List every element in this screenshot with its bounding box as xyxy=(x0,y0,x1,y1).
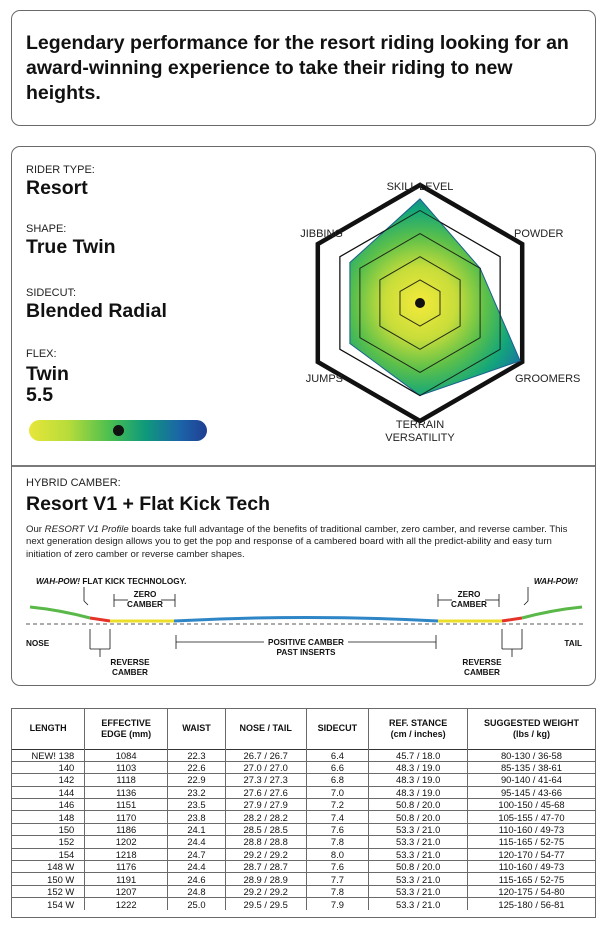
table-cell: 24.8 xyxy=(168,885,226,897)
table-cell: 53.3 / 21.0 xyxy=(369,848,468,860)
table-cell: 140 xyxy=(12,761,85,773)
table-cell: 6.8 xyxy=(306,774,369,786)
table-cell: 152 xyxy=(12,836,85,848)
axis-label-versatility: VERSATILITY xyxy=(385,432,455,444)
camber-desc-prefix: Our xyxy=(26,524,45,535)
flex-label: FLEX: xyxy=(26,348,57,360)
table-cell: 1191 xyxy=(85,873,168,885)
svg-text:CAMBER: CAMBER xyxy=(127,600,163,609)
table-cell: 150 xyxy=(12,823,85,835)
table-cell: 100-150 / 45-68 xyxy=(467,799,595,811)
table-row xyxy=(12,786,595,798)
table-cell: 53.3 / 21.0 xyxy=(369,898,468,910)
rider-type-label: RIDER TYPE: xyxy=(26,164,95,176)
positive-camber-bracket xyxy=(176,635,436,657)
table-cell: 90-140 / 41-64 xyxy=(467,774,595,786)
table-body xyxy=(12,749,595,910)
table-cell: 29.2 / 29.2 xyxy=(225,885,306,897)
table-cell: 53.3 / 21.0 xyxy=(369,873,468,885)
table-cell: 146 xyxy=(12,799,85,811)
table-cell: 110-160 / 49-73 xyxy=(467,823,595,835)
table-cell: 7.7 xyxy=(306,873,369,885)
table-row xyxy=(12,836,595,848)
table-cell: 25.0 xyxy=(168,898,226,910)
table-cell: 110-160 / 49-73 xyxy=(467,861,595,873)
table-cell: 80-130 / 36-58 xyxy=(467,749,595,761)
table-cell: 28.5 / 28.5 xyxy=(225,823,306,835)
shape-value: True Twin xyxy=(26,236,116,258)
table-cell: 1136 xyxy=(85,786,168,798)
table-cell: 1222 xyxy=(85,898,168,910)
table-row xyxy=(12,848,595,860)
table-cell: 7.0 xyxy=(306,786,369,798)
svg-text:POSITIVE CAMBER: POSITIVE CAMBER xyxy=(268,638,344,647)
section-divider xyxy=(12,465,595,467)
table-cell: 24.4 xyxy=(168,836,226,848)
table-cell: 1202 xyxy=(85,836,168,848)
table-cell: 53.3 / 21.0 xyxy=(369,885,468,897)
sidecut-label: SIDECUT: xyxy=(26,287,77,299)
wahpow-right-label: WAH-POW! xyxy=(533,577,578,586)
zero-camber-left xyxy=(114,590,175,609)
table-cell: 22.9 xyxy=(168,774,226,786)
table-header-cell: SUGGESTED WEIGHT (lbs / kg) xyxy=(467,709,595,749)
svg-text:REVERSE: REVERSE xyxy=(462,658,502,667)
table-cell: 28.7 / 28.7 xyxy=(225,861,306,873)
table-row xyxy=(12,823,595,835)
table-cell: 48.3 / 19.0 xyxy=(369,761,468,773)
table-header-cell: LENGTH xyxy=(29,723,67,734)
radar-center-dot xyxy=(415,298,425,308)
tail-label: TAIL xyxy=(564,639,582,648)
table-row xyxy=(12,885,595,897)
table-row xyxy=(12,861,595,873)
table-cell: 29.2 / 29.2 xyxy=(225,848,306,860)
riding-radar-chart xyxy=(262,167,592,457)
table-cell: 27.9 / 27.9 xyxy=(225,799,306,811)
sidecut-value: Blended Radial xyxy=(26,300,167,322)
size-table xyxy=(12,709,595,910)
table-cell: 1103 xyxy=(85,761,168,773)
table-cell: 150 W xyxy=(12,873,85,885)
table-cell: 8.0 xyxy=(306,848,369,860)
table-cell: 24.4 xyxy=(168,861,226,873)
table-cell: 22.6 xyxy=(168,761,226,773)
table-cell: 24.7 xyxy=(168,848,226,860)
table-row xyxy=(12,799,595,811)
camber-desc-rest: boards take full advantage of the benefits of traditional camber, zero camber, and reverse camber. This next generation design allows you to get the pop and response of a cambered board with all the predict-ability and easy turn initiation of zero camber or reverse camber shapes. xyxy=(26,524,568,560)
table-cell: 1176 xyxy=(85,861,168,873)
table-cell: 7.6 xyxy=(306,861,369,873)
table-cell: 50.8 / 20.0 xyxy=(369,811,468,823)
table-cell: 120-170 / 54-77 xyxy=(467,848,595,860)
table-row xyxy=(12,873,595,885)
table-cell: 26.7 / 26.7 xyxy=(225,749,306,761)
table-cell: 27.0 / 27.0 xyxy=(225,761,306,773)
table-row xyxy=(12,811,595,823)
table-cell: 50.8 / 20.0 xyxy=(369,799,468,811)
svg-text:ZERO: ZERO xyxy=(133,590,157,599)
table-header-cell: REF. STANCE (cm / inches) xyxy=(369,709,468,749)
table-cell: 7.8 xyxy=(306,885,369,897)
flex-scale-bar xyxy=(29,420,207,441)
table-cell: 7.6 xyxy=(306,823,369,835)
table-cell: 95-145 / 43-66 xyxy=(467,786,595,798)
headline-card xyxy=(11,10,596,126)
table-cell: 27.3 / 27.3 xyxy=(225,774,306,786)
table-cell: 23.2 xyxy=(168,786,226,798)
table-header-cell: NOSE / TAIL xyxy=(225,709,306,749)
table-cell: 152 W xyxy=(12,885,85,897)
svg-text:PAST INSERTS: PAST INSERTS xyxy=(276,648,336,657)
svg-text:CAMBER: CAMBER xyxy=(112,668,148,677)
nose-label: NOSE xyxy=(26,639,50,648)
table-cell: 27.6 / 27.6 xyxy=(225,786,306,798)
axis-label-skill-level: SKILL LEVEL xyxy=(386,181,454,193)
svg-text:ZERO: ZERO xyxy=(457,590,481,599)
table-cell: 24.6 xyxy=(168,873,226,885)
table-cell: 29.5 / 29.5 xyxy=(225,898,306,910)
table-header-cell: EFFECTIVE EDGE (mm) xyxy=(85,709,168,749)
camber-description xyxy=(26,524,586,561)
table-cell: 28.9 / 28.9 xyxy=(225,873,306,885)
table-cell: 142 xyxy=(12,774,85,786)
table-cell: 6.4 xyxy=(306,749,369,761)
table-cell: 125-180 / 56-81 xyxy=(467,898,595,910)
table-row xyxy=(12,749,595,761)
table-cell: 144 xyxy=(12,786,85,798)
table-header-cell: WAIST xyxy=(168,709,226,749)
zero-camber-right xyxy=(438,590,499,609)
table-cell: 154 W xyxy=(12,898,85,910)
table-cell: 148 W xyxy=(12,861,85,873)
reverse-camber-right xyxy=(462,629,522,677)
table-cell: 53.3 / 21.0 xyxy=(369,836,468,848)
table-cell: 6.6 xyxy=(306,761,369,773)
axis-label-groomers: GROOMERS xyxy=(515,373,581,385)
table-cell: 105-155 / 47-70 xyxy=(467,811,595,823)
reverse-camber-left xyxy=(90,629,150,677)
table-cell: 23.8 xyxy=(168,811,226,823)
table-header-row xyxy=(12,709,595,749)
table-cell: 7.2 xyxy=(306,799,369,811)
table-cell: 23.5 xyxy=(168,799,226,811)
flex-value-line2: 5.5 xyxy=(26,384,54,406)
table-cell: 115-165 / 52-75 xyxy=(467,836,595,848)
camber-profile-diagram xyxy=(12,567,597,679)
table-cell: 28.8 / 28.8 xyxy=(225,836,306,848)
table-cell: 50.8 / 20.0 xyxy=(369,861,468,873)
headline: Legendary performance for the resort riding looking for an award-winning experience to take their riding to new heights. xyxy=(26,32,569,104)
camber-name: Resort V1 + Flat Kick Tech xyxy=(26,493,271,515)
table-cell: 148 xyxy=(12,811,85,823)
table-header-cell: SIDECUT xyxy=(306,709,369,749)
camber-label: HYBRID CAMBER: xyxy=(26,477,121,489)
svg-text:REVERSE: REVERSE xyxy=(110,658,150,667)
specs-card xyxy=(11,146,596,686)
table-cell: 7.9 xyxy=(306,898,369,910)
table-cell: 1186 xyxy=(85,823,168,835)
svg-text:CAMBER: CAMBER xyxy=(464,668,500,677)
table-cell: 7.4 xyxy=(306,811,369,823)
table-cell: 154 xyxy=(12,848,85,860)
table-cell: 53.3 / 21.0 xyxy=(369,823,468,835)
table-cell: 85-135 / 38-61 xyxy=(467,761,595,773)
table-cell: 48.3 / 19.0 xyxy=(369,786,468,798)
table-cell: 24.1 xyxy=(168,823,226,835)
table-cell: 1207 xyxy=(85,885,168,897)
shape-label: SHAPE: xyxy=(26,223,67,235)
table-cell: 1170 xyxy=(85,811,168,823)
table-cell: 45.7 / 18.0 xyxy=(369,749,468,761)
table-row xyxy=(12,761,595,773)
axis-label-powder: POWDER xyxy=(514,228,564,240)
table-cell: 1118 xyxy=(85,774,168,786)
rider-type-value: Resort xyxy=(26,177,88,199)
table-cell: 22.3 xyxy=(168,749,226,761)
table-cell: 28.2 / 28.2 xyxy=(225,811,306,823)
table-cell: 1218 xyxy=(85,848,168,860)
flex-value-line1: Twin xyxy=(26,363,69,385)
table-cell: 115-165 / 52-75 xyxy=(467,873,595,885)
table-cell: 48.3 / 19.0 xyxy=(369,774,468,786)
axis-label-terrain: TERRAIN xyxy=(395,419,445,431)
table-cell: 1084 xyxy=(85,749,168,761)
table-cell: 120-175 / 54-80 xyxy=(467,885,595,897)
table-row xyxy=(12,774,595,786)
axis-label-jumps: JUMPS xyxy=(305,373,343,385)
axis-label-jibbing: JIBBING xyxy=(300,228,343,240)
table-row xyxy=(12,898,595,910)
size-chart xyxy=(11,708,596,918)
flex-marker xyxy=(113,425,124,436)
table-cell: NEW! 138 xyxy=(12,749,85,761)
svg-text:CAMBER: CAMBER xyxy=(451,600,487,609)
camber-desc-italic: RESORT V1 Profile xyxy=(44,524,129,535)
table-cell: 1151 xyxy=(85,799,168,811)
table-cell: 7.8 xyxy=(306,836,369,848)
flat-kick-tech-label: WAH-POW! FLAT KICK TECHNOLOGY. xyxy=(36,577,187,586)
